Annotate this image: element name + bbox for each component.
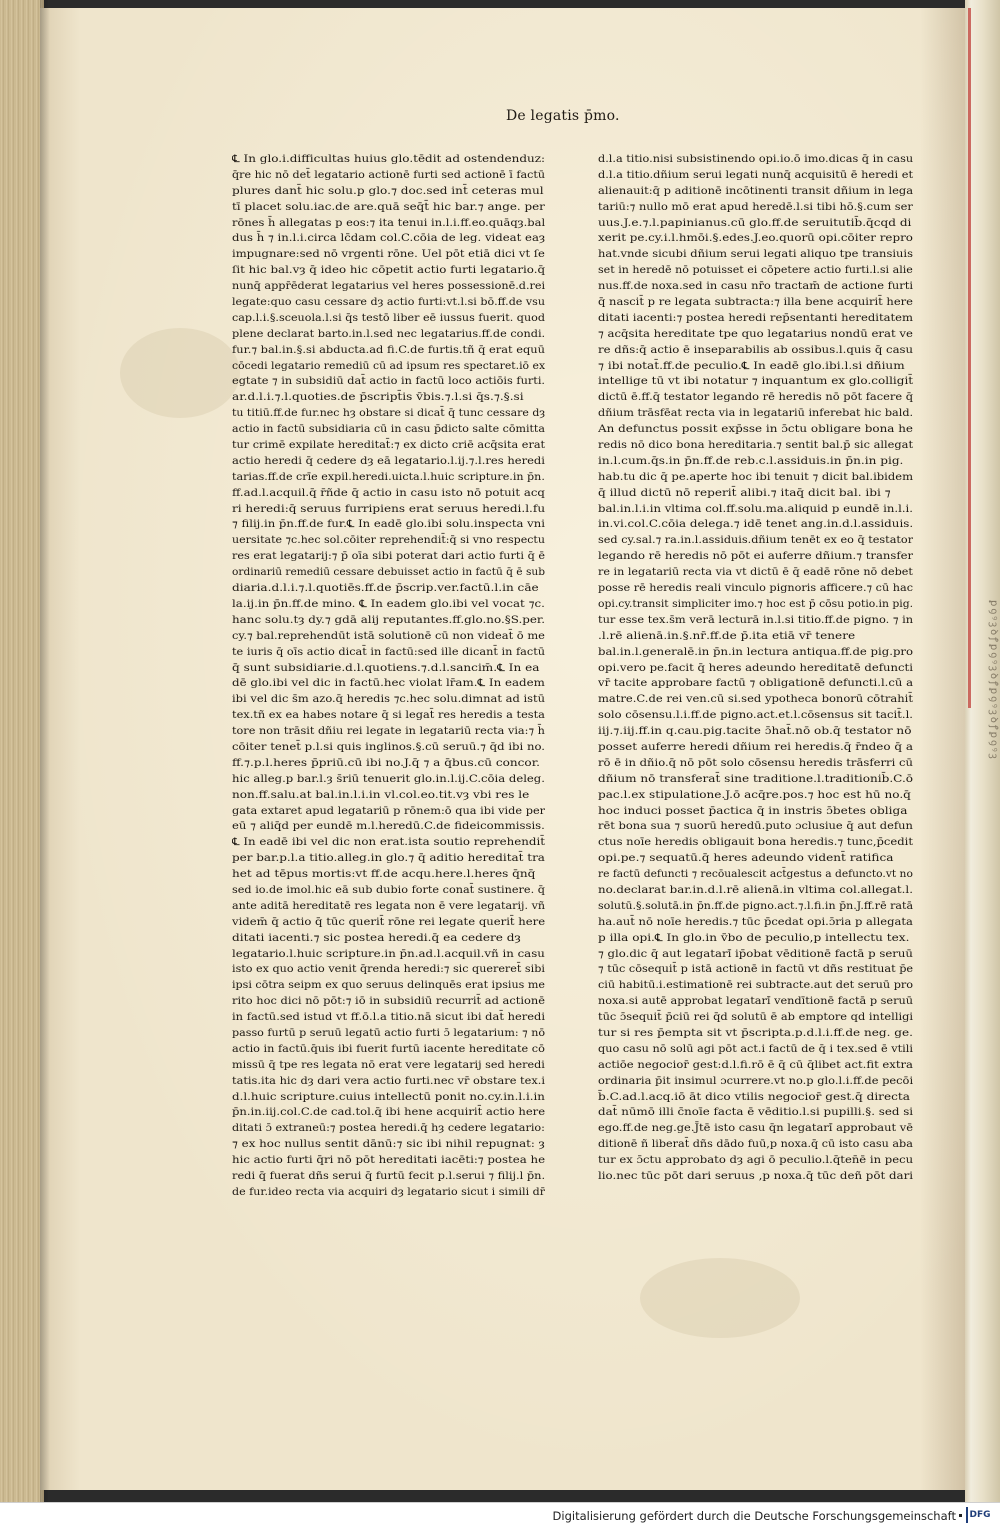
text-line bbox=[598, 819, 913, 835]
text-line-content: tu titiū.ff.de fur.nec hȝ obstare si dicat̄ q̄ tunc cessare dȝ bbox=[232, 407, 545, 420]
text-line bbox=[598, 899, 913, 915]
text-line-content: q̄ nascit̄ p re legata subtracta:⁊ illa bene acquirit̄ here bbox=[598, 296, 913, 309]
text-line-content: non.ff.salu.at bal.in.l.i.in vl.col.eo.tit.vȝ vbi res le bbox=[232, 788, 530, 801]
text-line-content: dñium nō transferat̄ sine traditione.l.traditionib̄.C.ō bbox=[598, 772, 913, 785]
text-line bbox=[598, 597, 913, 613]
text-line bbox=[598, 1169, 913, 1185]
text-line-content: ⁊ glo.dic q̄ aut legatari̇̄ ip̄obat vēditionē factā p seruū bbox=[598, 947, 913, 960]
text-line bbox=[232, 486, 545, 502]
text-line bbox=[598, 994, 913, 1010]
text-line-content: gata extaret apud legatariū p rōnem:ō qua ibi vide per bbox=[232, 804, 545, 817]
text-line-content: bal.in.l.generalē.in p̄n.in lectura antiqua.ff.de pig.pro bbox=[598, 645, 913, 658]
text-line-content: alienauit:q̄ p aditionē incōtinenti transit dñium in lega bbox=[598, 184, 913, 197]
text-line bbox=[232, 374, 545, 390]
text-line bbox=[598, 168, 913, 184]
text-line-content: cap.l.i.§.sceuola.l.si q̄s testō liber eē iussus fuerit. quod bbox=[232, 311, 545, 324]
text-line-content: rō ē in dñio.q̄ nō pōt solo cōsensu heredis trāsferri cū bbox=[598, 756, 913, 769]
text-line-content: p̄n.in.iij.col.C.de cad.tol.q̄ ibi hene acquirit̄ actio here bbox=[232, 1106, 545, 1119]
text-line-content: ordinariū remediū cessare debuisset actio in factū q̄ ē sub bbox=[232, 566, 545, 579]
text-line bbox=[598, 200, 913, 216]
text-line bbox=[598, 549, 913, 565]
paper-stain bbox=[120, 328, 240, 418]
text-line-content: ego.ff.de neg.ge.J̄tē isto casu q̄n legatari̇̄ approbaut vē bbox=[598, 1122, 913, 1135]
text-line bbox=[598, 1105, 913, 1121]
text-line-content: opi.pe.⁊ sequatū.q̄ heres adeundo vident̄ ratifica bbox=[598, 852, 894, 865]
text-line bbox=[232, 168, 545, 184]
text-line bbox=[598, 295, 913, 311]
text-line-content: ditati ɔ̄ extraneū:⁊ postea heredi.q̄ hȝ cedere legatario: bbox=[232, 1122, 545, 1135]
text-line-content: hoc induci posset p̄actica q̄ in instris ɔ̄betes obliga bbox=[598, 804, 908, 817]
text-line bbox=[232, 184, 545, 200]
footer-bar bbox=[0, 1502, 1000, 1528]
text-line bbox=[232, 788, 545, 804]
text-line bbox=[232, 724, 545, 740]
text-line-content: tatis.ita hic dȝ dari vera actio furti.nec vr̄ obstare tex.i bbox=[232, 1074, 545, 1087]
text-line-content: ⁊ acq̄sita hereditate tpe quo legatarius nondū erat ve bbox=[598, 327, 913, 340]
text-line-content: ri heredi:q̄ seruus furripiens erat seruus heredi.l.fu bbox=[232, 502, 545, 515]
text-line bbox=[598, 184, 913, 200]
text-line bbox=[598, 517, 913, 533]
text-line bbox=[232, 1058, 545, 1074]
text-line-content: tī placet solu.iac.de are.quā seq̄t̄ hic bar.⁊ ange. per bbox=[232, 200, 545, 213]
text-line-content: videm̄ q̄ actio q̄ tūc querit̄ rōne rei legate querit̄ here bbox=[232, 915, 545, 928]
text-line bbox=[232, 1121, 545, 1137]
text-line bbox=[232, 1026, 545, 1042]
text-line bbox=[232, 645, 545, 661]
text-line bbox=[598, 327, 913, 343]
text-line-content: dñium trāsfēat recta via in legatariū inferebat hic bald. bbox=[598, 407, 913, 420]
text-line-content: actio in factū.q̄uis ibi fuerit furtū iacente hereditate cō bbox=[232, 1042, 545, 1055]
text-line-content: tore non trāsit dñiu rei legate in legatariū recta via:⁊ h̄ bbox=[232, 725, 545, 738]
text-line-content: noxa.si autē approbat legatari̇̄ vendītionē factā p seruū bbox=[598, 995, 913, 1008]
text-line bbox=[232, 629, 545, 645]
text-line bbox=[598, 867, 913, 883]
text-line bbox=[598, 343, 913, 359]
text-line-content: impugnare:sed nō vrgenti rōne. Uel pōt etiā dici vt ſe bbox=[232, 248, 545, 261]
text-line bbox=[232, 565, 545, 581]
text-line bbox=[232, 295, 545, 311]
text-line bbox=[598, 788, 913, 804]
text-line-content: q̄ sunt subsidiarie.d.l.quotiens.⁊.d.l.sancim̄.℄ In ea bbox=[232, 661, 540, 674]
text-line bbox=[598, 962, 913, 978]
text-line-content: quo casu nō solū agi pōt act.i factū de q̄ i tex.sed ē vtili bbox=[598, 1042, 913, 1055]
text-line bbox=[598, 565, 913, 581]
text-line-content: tur crimē expilate hereditat̄:⁊ ex dicto criē acq̄sita erat bbox=[232, 439, 545, 452]
text-line-content: res erat legatarij:⁊ p̄ oīa sibi poterat dari actio furti q̄ ē bbox=[232, 550, 545, 563]
text-line-content: q̄re hic nō det̄ legatario actionē furti sed actionē ī factū bbox=[232, 168, 545, 181]
book-fore-edge bbox=[0, 0, 44, 1502]
text-line-content: solutū.§.solutā.in p̄n.ff.de pigno.act.⁊.l.fi.in p̄n.J.ff.rē ratā bbox=[598, 899, 913, 912]
right-text-column bbox=[598, 152, 913, 1227]
text-line bbox=[232, 1042, 545, 1058]
text-line-content: tariū:⁊ nullo mō erat apud heredē.l.si tibi hō.§.cum ser bbox=[598, 200, 913, 213]
text-line bbox=[232, 692, 545, 708]
text-line bbox=[598, 422, 913, 438]
text-line-content: dus h̄ ⁊ in.l.i.circa lc̄dam col.C.cōia de leg. videat eaȝ bbox=[232, 232, 545, 245]
text-line-content: cōiter tenet̄ p.l.si quis inglinos.§.cū seruū.⁊ q̄d ibi no. bbox=[232, 740, 545, 753]
text-line-content: in.vi.col.C.cōia delega.⁊ idē tenet ang.in.d.l.assiduis. bbox=[598, 518, 913, 531]
text-line-content: ar.d.l.i.⁊.l.quoties.de p̄script̄is v̄bis.⁊.l.si q̄s.⁊.§.si bbox=[232, 391, 524, 404]
text-line bbox=[598, 724, 913, 740]
text-line-content: legatario.l.huic scripture.in p̄n.ad.l.acquil.vñ in casu bbox=[232, 947, 545, 960]
text-line-content: legando rē heredis nō pōt ei auferre dñium.⁊ transfer bbox=[598, 550, 913, 563]
text-line bbox=[598, 1090, 913, 1106]
text-line-content: ciū habitū.i.estimationē rei subtracte.aut det seruū pro bbox=[598, 979, 913, 992]
text-line bbox=[232, 835, 545, 851]
text-line bbox=[598, 629, 913, 645]
text-line bbox=[598, 613, 913, 629]
text-line-content: missū q̄ tpe res legata nō erat vere legatarij sed heredi bbox=[232, 1058, 545, 1071]
text-line-content: in.l.cum.q̄s.in p̄n.ff.de reb.c.l.assiduis.in p̄n.in pig. bbox=[598, 454, 904, 467]
text-line bbox=[232, 851, 545, 867]
text-line-content: dē glo.ibi vel dic in factū.hec violat lr̄am.℄ In eadem bbox=[232, 677, 545, 690]
text-line bbox=[232, 517, 545, 533]
text-line bbox=[232, 502, 545, 518]
text-line bbox=[232, 1074, 545, 1090]
text-line bbox=[598, 931, 913, 947]
text-line-content: dat̄ nūmō illi c̄noīe facta ē vēditio.l.si pupilli.§. sed si bbox=[598, 1106, 913, 1119]
text-line bbox=[232, 231, 545, 247]
text-line bbox=[598, 311, 913, 327]
text-line bbox=[598, 454, 913, 470]
text-line-content: rōnes h̄ allegatas p eos:⁊ ita tenui in.l.i.ff.eo.quāqȝ.bal bbox=[232, 216, 545, 229]
text-line-content: redi q̄ fuerat dñs serui q̄ furtū fecit p.l.serui ⁊ filij.l p̄n. bbox=[232, 1170, 545, 1182]
text-line bbox=[232, 327, 545, 343]
text-line bbox=[232, 867, 545, 883]
text-line-content: isto ex quo actio venit q̄renda heredi:⁊ sic quereret̄ sibi bbox=[232, 963, 545, 976]
text-line-content: diaria.d.l.i.⁊.l.quotiēs.ff.de p̄scrip.ver.factū.l.in cāe bbox=[232, 582, 539, 595]
text-line-content: xerit pe.cy.i.l.hmōi.§.edes.J.eo.quorū opi.cōiter repro bbox=[598, 232, 913, 245]
text-line bbox=[232, 1090, 545, 1106]
text-line bbox=[232, 200, 545, 216]
text-line-content: cy.⁊ bal.reprehendūt istā solutionē cū non videat̄ ō me bbox=[232, 629, 545, 642]
text-line-content: .l.rē alienā.in.§.nr̄.ff.de p̄.ita etiā vr̄ tenere bbox=[598, 629, 856, 642]
text-line bbox=[232, 883, 545, 899]
text-line-content: het ad tēpus mortis:vt ff.de acqu.here.l.heres q̄nq̄ bbox=[232, 868, 536, 881]
text-line-content: ſit hic bal.vȝ q̄ ideo hic cōpetit actio furti legatario.q̄ bbox=[232, 264, 545, 277]
text-line-content: iij.⁊.iij.ff.in q.cau.pig.tacite ɔ̄hat̄.nō ob.q̄ testator nō bbox=[598, 725, 912, 738]
text-line bbox=[232, 390, 545, 406]
text-line-content: hat.vnde sicubi dñium serui legati aliquo tpe transiuis bbox=[598, 248, 913, 261]
text-line bbox=[232, 994, 545, 1010]
text-line-content: ctus noīe heredis obligauit bona heredis.⁊ tunc,p̄cedit bbox=[598, 836, 913, 849]
text-line-content: An defunctus possit exp̄sse in ɔ̄ctu obligare bona he bbox=[598, 423, 913, 436]
text-line-content: uersitate ⁊c.hec sol.cōiter reprehendit̄:q̄ si vno respectu bbox=[232, 534, 545, 547]
text-line bbox=[598, 216, 913, 232]
text-line-content: actio heredi q̄ cedere dȝ eā legatario.l.ij.⁊.l.res heredi bbox=[232, 454, 545, 467]
text-line bbox=[232, 613, 545, 629]
text-line bbox=[598, 740, 913, 756]
text-line bbox=[598, 915, 913, 931]
text-line bbox=[598, 390, 913, 406]
running-head: De legatis p̄mo. bbox=[506, 108, 620, 124]
text-line bbox=[232, 1185, 545, 1201]
text-line-content: cōcedi legatario remediū cū ad ipsum res spectaret.iō ex bbox=[232, 359, 545, 372]
text-line bbox=[598, 374, 913, 390]
text-line bbox=[232, 962, 545, 978]
text-line-content: nunq̄ appr̄ēderat legatarius vel heres possessionē.d.rei bbox=[232, 280, 545, 293]
text-line bbox=[232, 406, 545, 422]
text-line-content: opi.cy.transit simpliciter imo.⁊ hoc est p̄ cōsu potio.in pig. bbox=[598, 597, 913, 610]
text-line-content: actio in factū subsidiaria cū in casu p̄dicto salte cōmitta bbox=[232, 423, 545, 436]
text-line bbox=[598, 359, 913, 375]
text-line-content: re in legatariū recta via vt dictū ē q̄ eadē rōne nō debet bbox=[598, 566, 913, 579]
text-line bbox=[232, 756, 545, 772]
text-line bbox=[232, 470, 545, 486]
text-line bbox=[598, 978, 913, 994]
text-line bbox=[598, 279, 913, 295]
text-line bbox=[598, 835, 913, 851]
next-page-text-fragment: ꝑꝯꝰꝫꝺꝭꝑꝯꝰꝫꝺꝭꝑꝯꝰꝫꝺꝭꝑꝯꝰꝫ bbox=[988, 600, 999, 761]
text-line-content: re dñs:q̄ actio ē inseparabilis ab ossibus.l.quis q̄ casu bbox=[598, 343, 913, 356]
text-line-content: matre.C.de rei ven.cū si.sed ypotheca bonorū cōtrahit̄ bbox=[598, 693, 913, 706]
text-line-content: dictū ē.ff.q̄ testator legando rē heredis nō pōt facere q̄ bbox=[598, 391, 913, 404]
text-line-content: b̄.C.ad.l.acq.iō āt dico vtilis negocior̄ gest.q̄ directa bbox=[598, 1090, 910, 1103]
text-line-content: tur esse tex.s̄m verā lecturā in.l.si titio.ff.de pigno. ⁊ in bbox=[598, 613, 913, 626]
text-line bbox=[598, 772, 913, 788]
text-line bbox=[598, 645, 913, 661]
text-line-content: tex.tñ ex ea habes notare q̄ si legat̄ res heredis a testa bbox=[232, 709, 545, 722]
text-line-content: la.ij.in p̄n.ff.de mino. ℄ In eadem glo.ibi vel vocat ⁊c. bbox=[232, 597, 545, 610]
text-line-content: rēt bona sua ⁊ suorū heredū.puto ɔclusiue q̄ aut defun bbox=[598, 820, 913, 833]
text-line-content: ha.aut̄ nō noīe heredis.⁊ tūc p̄cedat opi.ɔ̄ria p allegata bbox=[598, 915, 913, 928]
text-line bbox=[598, 1058, 913, 1074]
text-line-content: q̄ illud dictū nō reperit̄ alibi.⁊ itaq̄ dicit bal. ibi ⁊ bbox=[598, 486, 891, 499]
text-line-content: hic actio furti q̄ri nō pōt hereditati iacēti:⁊ postea he bbox=[232, 1154, 545, 1167]
text-line-content: egtate ⁊ in subsidiū dat̄ actio in factū loco actiōis furti. bbox=[232, 375, 545, 388]
text-line bbox=[598, 851, 913, 867]
text-line bbox=[598, 533, 913, 549]
text-line bbox=[232, 533, 545, 549]
text-line bbox=[598, 692, 913, 708]
paper-stain bbox=[640, 1258, 800, 1338]
text-line bbox=[232, 772, 545, 788]
text-line-content: ordinaria p̄it insimul ɔcurrere.vt no.p glo.l.i.ff.de pecōi bbox=[598, 1074, 913, 1087]
text-line-content: posse rē heredis reali vinculo pignoris afficere.⁊ cū hac bbox=[598, 582, 913, 595]
text-line-content: ⁊ filij.in p̄n.ff.de fur.℄ In eadē glo.ibi solu.inspecta vni bbox=[232, 518, 545, 531]
text-line bbox=[232, 581, 545, 597]
text-line-content: ipsi cōtra seipm ex quo seruus delinquēs erat ipsius me bbox=[232, 979, 545, 992]
text-line bbox=[232, 708, 545, 724]
footer-separator-dot bbox=[959, 1514, 962, 1517]
text-line bbox=[598, 947, 913, 963]
text-line bbox=[232, 1010, 545, 1026]
text-line-content: sed io.de imol.hic eā sub dubio forte conat̄ sustinere. q̄ bbox=[232, 883, 545, 896]
text-line bbox=[232, 438, 545, 454]
text-line bbox=[232, 899, 545, 915]
text-line bbox=[232, 661, 545, 677]
left-text-column bbox=[232, 152, 545, 1232]
text-line bbox=[232, 804, 545, 820]
text-line-content: intellige tū vt ibi notatur ⁊ inquantum ex glo.colligit̄ bbox=[598, 375, 913, 388]
text-line bbox=[598, 756, 913, 772]
text-line bbox=[598, 231, 913, 247]
text-line bbox=[598, 502, 913, 518]
text-line bbox=[232, 947, 545, 963]
text-line-content: ibi vel dic s̄m azo.q̄ heredis ⁊c.hec solu.dimnat ad istū bbox=[232, 693, 545, 706]
text-line-content: hab.tu dic q̄ pe.aperte hoc ibi tenuit ⁊ dicit bal.ibidem bbox=[598, 470, 913, 483]
text-line bbox=[232, 597, 545, 613]
text-line bbox=[232, 359, 545, 375]
text-line-content: de fur.ideo recta via acquiri dȝ legatario sicut i simili dr̄ bbox=[232, 1185, 545, 1198]
text-line bbox=[232, 978, 545, 994]
text-line-content: opi.vero pe.facit q̄ heres adeundo hereditatē defuncti bbox=[598, 661, 913, 674]
text-line-content: rito hoc dici nō pōt:⁊ iō in subsidiū recurrit̄ ad actionē bbox=[232, 995, 545, 1008]
text-line-content: uus.J.e.⁊.l.papinianus.cū glo.ff.de seruitutib̄.q̄cqd di bbox=[598, 216, 912, 229]
text-line-content: set in heredē nō potuisset ei cōpetere actio furti.l.si alie bbox=[598, 264, 913, 277]
text-line bbox=[598, 247, 913, 263]
text-line-content: per bar.p.l.a titio.alleg.in glo.⁊ q̄ aditio hereditat̄ tra bbox=[232, 852, 545, 865]
text-line bbox=[598, 661, 913, 677]
text-line bbox=[598, 438, 913, 454]
text-line bbox=[232, 549, 545, 565]
text-line bbox=[232, 279, 545, 295]
text-line-content: eū ⁊ aliq̄d per eundē m.l.heredū.C.de fideicommissis. bbox=[232, 820, 545, 833]
text-line-content: legate:quo casu cessare dȝ actio furti:vt.l.si bō.ff.de vsu bbox=[232, 296, 545, 309]
text-line bbox=[232, 216, 545, 232]
text-line bbox=[232, 1137, 545, 1153]
text-line bbox=[232, 1105, 545, 1121]
red-page-edge bbox=[968, 8, 971, 708]
footer-credit: Digitalisierung gefördert durch die Deutsche Forschungsgemeinschaft bbox=[552, 1509, 956, 1523]
text-line-content: fur.⁊ bal.in.§.si abducta.ad fi.C.de furtis.tñ q̄ erat equū bbox=[232, 343, 545, 356]
text-line-content: hanc solu.tȝ dy.⁊ gdā alij reputantes.ff.glo.no.§S.per. bbox=[232, 613, 545, 626]
text-line bbox=[598, 470, 913, 486]
text-line-content: ℄ In glo.i.difficultas huius glo.tēdit ad ostendenduz: bbox=[232, 153, 545, 165]
text-line-content: bal.in.l.i.in vltima col.ff.solu.ma.aliquid p eundē in.l.i. bbox=[598, 502, 913, 515]
text-line bbox=[232, 311, 545, 327]
text-line-content: ℄ In eadē ibi vel dic non erat.ista soutio reprehendit̄ bbox=[232, 836, 545, 849]
text-line-content: tur si res p̄empta sit vt p̄scripta.p.d.l.i.ff.de neg. ge. bbox=[598, 1026, 913, 1039]
text-line bbox=[232, 819, 545, 835]
text-line bbox=[598, 883, 913, 899]
text-line-content: in factū.sed istud vt ff.ō.l.a titio.nā sicut ibi dat̄ heredi bbox=[232, 1011, 545, 1024]
text-line-content: ff.⁊.p.l.heres p̄priū.cū ibi no.J.q̄ ⁊ a q̄bus.cū concor. bbox=[232, 756, 540, 769]
text-line-content: vr̄ tacite approbare factū ⁊ obligationē defuncti.l.cū a bbox=[598, 677, 913, 690]
text-line bbox=[232, 1169, 545, 1185]
gutter-shadow bbox=[40, 0, 50, 1502]
text-line-content: ditati iacenti:⁊ postea heredi rep̄sentanti hereditatem bbox=[598, 311, 913, 324]
text-line-content: posset auferre heredi dñium rei heredis.q̄ r̄ndeo q̄ a bbox=[598, 740, 913, 753]
text-line bbox=[232, 1153, 545, 1169]
text-line bbox=[232, 915, 545, 931]
text-line-content: nus.ff.de noxa.sed in casu nr̄o tractam̄ de actione furti bbox=[598, 280, 913, 293]
text-line-content: solo cōsensu.l.i.ff.de pigno.act.et.l.cōsensus sit tacit̄.l. bbox=[598, 709, 913, 722]
text-line-content: re factū defuncti ⁊ recōualescit act̄gestus a defuncto.vt no bbox=[598, 868, 913, 881]
text-line-content: sed cy.sal.⁊ ra.in.l.assiduis.dñium tenēt ex eo q̄ testator bbox=[598, 534, 913, 547]
text-line bbox=[232, 247, 545, 263]
text-line-content: ante aditā hereditatē res legata non ē vere legatarij. vñ bbox=[232, 899, 545, 912]
text-line-content: te iuris q̄ oīs actio dicat̄ in factū:sed ille dicant̄ in factū bbox=[232, 645, 545, 658]
text-line bbox=[598, 1153, 913, 1169]
text-line-content: plures dant̄ hic solu.p glo.⁊ doc.sed int̄ ceteras mul bbox=[232, 184, 544, 197]
text-line-content: d.l.huic scripture.cuius intellectū ponit no.cy.in.l.i.in bbox=[232, 1090, 545, 1103]
text-line-content: passo furtū p seruū legatū actio furti ɔ̄ legatarium: ⁊ nō bbox=[232, 1026, 545, 1039]
text-line-content: actiōe negocior̄ gest:d.l.fi.rō ē q̄ cū q̄libet act.fit extra bbox=[598, 1058, 913, 1071]
text-line bbox=[598, 1137, 913, 1153]
text-line bbox=[598, 708, 913, 724]
text-line bbox=[232, 263, 545, 279]
text-line-content: ⁊ ex hoc nullus sentit dānū:⁊ sic ibi nihil repugnat: ȝ bbox=[232, 1138, 545, 1151]
text-line-content: tūc ɔ̄sequit̄ p̄ciū rei q̄d solutū ē ab emptore qd intelligi bbox=[598, 1011, 913, 1024]
text-line bbox=[598, 152, 913, 168]
text-line bbox=[232, 676, 545, 692]
text-line-content: ⁊ tūc cōsequit̄ p istā actionē in factū vt dñs restituat p̄e bbox=[598, 963, 913, 976]
text-line-content: ⁊ ibi notat̄.ff.de peculio.℄ In eadē glo.ibi.l.si dñium bbox=[598, 359, 905, 372]
text-line bbox=[598, 1121, 913, 1137]
text-line bbox=[598, 486, 913, 502]
text-line-content: hic alleg.p bar.l.ȝ s̄riū tenuerit glo.in.l.ij.C.cōia deleg. bbox=[232, 772, 545, 785]
text-line-content: no.declarat bar.in.d.l.rē alienā.in vltima col.allegat.l. bbox=[598, 883, 913, 896]
text-line-content: tarias.ff.de crīe expil.heredi.uicta.l.huic scripture.in p̄n. bbox=[232, 470, 545, 483]
dfg-logo: DFG bbox=[966, 1507, 992, 1523]
text-line bbox=[598, 263, 913, 279]
text-line bbox=[232, 152, 545, 168]
text-line-content: d.l.a titio.nisi subsistinendo opi.io.ō imo.dicas q̄ in casu bbox=[598, 153, 913, 165]
text-line bbox=[232, 343, 545, 359]
text-line bbox=[598, 1026, 913, 1042]
text-line bbox=[598, 1074, 913, 1090]
text-line bbox=[232, 931, 545, 947]
text-line bbox=[598, 581, 913, 597]
text-line-content: redis nō dico bona hereditaria.⁊ sentit bal.p̄ sic allegat bbox=[598, 439, 913, 452]
text-line bbox=[598, 406, 913, 422]
text-line bbox=[598, 804, 913, 820]
text-line-content: ff.ad.l.acquil.q̄ r̄ñde q̄ actio in casu isto nō potuit acq bbox=[232, 486, 545, 499]
text-line bbox=[232, 740, 545, 756]
text-line bbox=[598, 676, 913, 692]
text-line-content: tur ex ɔ̄ctu approbato dȝ agi ō peculio.l.q̄ten̄ē in pecu bbox=[598, 1154, 913, 1167]
text-line-content: plene declarat barto.in.l.sed nec legatarius.ff.de condi. bbox=[232, 327, 545, 340]
text-line-content: ditati iacenti.⁊ sic postea heredi.q̄ ea cedere dȝ bbox=[232, 931, 521, 944]
text-line-content: pac.l.ex stipulatione.J.ō acq̄re.pos.⁊ hoc est hū no.q̄ bbox=[598, 788, 911, 801]
text-line bbox=[598, 1042, 913, 1058]
text-line-content: ditionē ñ liberat̄ dñs dādo fuū,p noxa.q̄ cū isto casu aba bbox=[598, 1138, 913, 1151]
text-line bbox=[598, 1010, 913, 1026]
text-line-content: p illa opi.℄ In glo.in v̄bo de peculio,p intellectu tex. bbox=[598, 931, 910, 944]
text-line-content: d.l.a titio.dñium serui legati nunq̄ acquisitū ē heredi et bbox=[598, 168, 913, 181]
text-line bbox=[232, 454, 545, 470]
text-line-content: lio.nec tūc pōt dari seruus ,p noxa.q̄ tūc deñ pōt dari bbox=[598, 1170, 913, 1182]
text-line bbox=[232, 422, 545, 438]
